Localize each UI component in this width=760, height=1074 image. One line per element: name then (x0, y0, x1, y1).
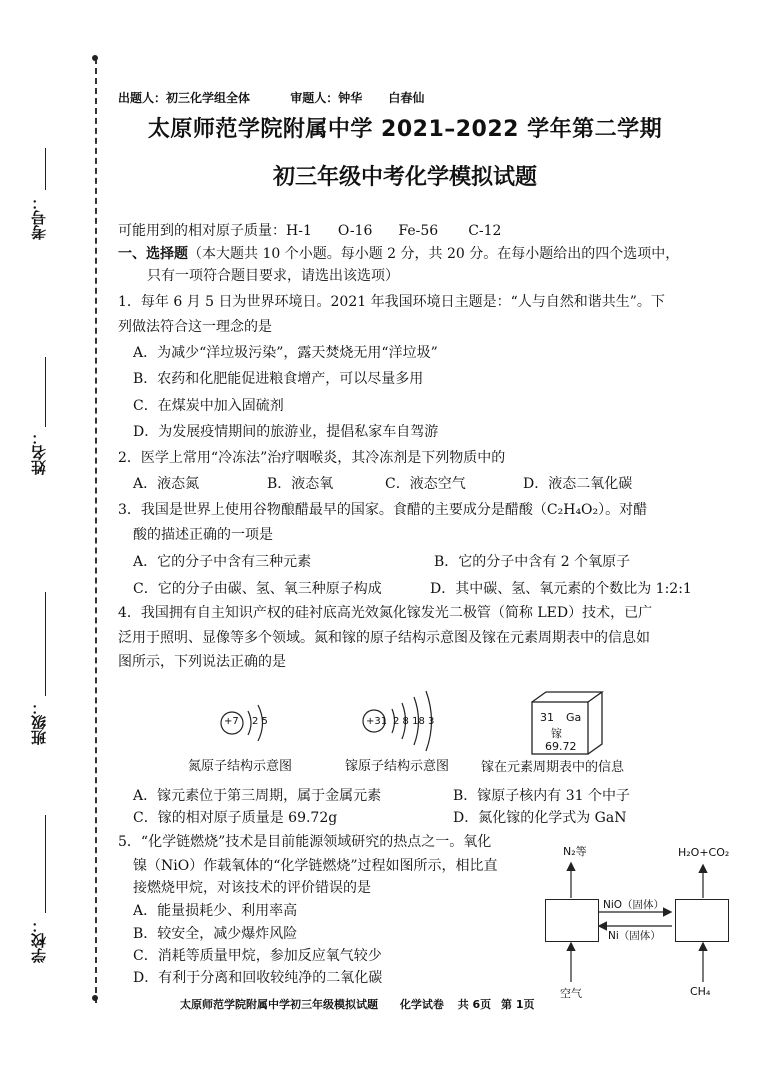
q4-option-c[interactable]: C．镓的相对原子质量是 69.72g (133, 810, 338, 826)
caption-gallium: 镓原子结构示意图 (345, 759, 450, 774)
n-shells: 2 5 (252, 716, 268, 727)
fuel-output: H₂O+CO₂ (678, 846, 730, 859)
section1-desc-1: （本大题共 10 个小题。每小题 2 分，共 20 分。在每小题给出的四个选项中， (188, 246, 680, 262)
reviewer-2: 白春仙 (388, 91, 425, 105)
q5-option-d[interactable]: D．有利于分离和回收较纯净的二氧化碳 (133, 970, 383, 986)
q3-option-c[interactable]: C．它的分子由碳、氢、氧三种原子构成 (133, 581, 382, 597)
q5-stem-2: 镍（NiO）作载氧体的“化学链燃烧”过程如图所示，相比直 (133, 858, 498, 874)
air-input: 空气 (560, 987, 582, 1000)
mass-o: O-16 (337, 223, 373, 239)
section1-desc-2: 只有一项符合题目要求，请选出该选项） (147, 268, 399, 284)
title-line-2: 初三年级中考化学模拟试题 (272, 165, 537, 190)
footer-page: 第 1页 (501, 998, 535, 1011)
name-blank[interactable] (45, 357, 46, 427)
author: 出题人：初三化学组全体 (118, 91, 251, 105)
cell-number: 31 (540, 711, 554, 724)
title-line-1: 太原师范学院附属中学 2021–2022 学年第二学期 (147, 117, 663, 142)
binding-dashed-line (95, 58, 97, 1003)
q3-option-d[interactable]: D．其中碳、氢、氧元素的个数比为 1:2:1 (430, 581, 692, 597)
q1-option-b[interactable]: B．农药和化肥能促进粮食增产，可以尽量多用 (133, 371, 424, 387)
footer-school: 太原师范学院附属中学初三年级模拟试题 (180, 998, 378, 1011)
ga-shells: 2 8 18 3 (393, 716, 435, 727)
cell-name: 镓 (551, 727, 562, 740)
mass-c: C-12 (468, 223, 502, 239)
section1-heading: 一、选择题 (118, 246, 188, 262)
binding-dot-bottom (92, 995, 98, 1001)
caption-nitrogen: 氮原子结构示意图 (188, 759, 293, 774)
q3-stem-1: 3．我国是世界上使用谷物酿醋最早的国家。食醋的主要成分是醋酸（C₂H₄O₂）。对醋 (118, 502, 648, 518)
reviewer: 审题人：钟华 (290, 91, 363, 105)
section1-line-1 (118, 244, 679, 264)
mass-fe: Fe-56 (398, 223, 439, 239)
fuel-reactor-box (675, 899, 729, 942)
q5-stem-3: 接燃烧甲烷，对该技术的评价错误的是 (133, 880, 371, 896)
atomic-mass-line (118, 221, 501, 241)
q2-option-d[interactable]: D．液态二氧化碳 (523, 476, 633, 492)
page-footer (180, 996, 553, 1012)
class-label: 班级： (30, 700, 48, 745)
q3-option-a[interactable]: A．它的分子中含有三种元素 (133, 554, 312, 570)
q2-stem: 2．医学上常用“冷冻法”治疗咽喉炎，其冷冻剂是下列物质中的 (118, 450, 506, 466)
q4-stem-2: 泛用于照明、显像等多个领域。氮和镓的原子结构示意图及镓在元素周期表中的信息如 (118, 630, 650, 646)
exam-no-blank[interactable] (45, 148, 46, 190)
q1-option-d[interactable]: D．为发展疫情期间的旅游业，提倡私家车自驾游 (133, 424, 439, 440)
atomic-mass-label: 可能用到的相对原子质量： (118, 223, 286, 239)
q4-stem-3: 图所示，下列说法正确的是 (118, 654, 286, 670)
footer-subject: 化学试卷 (399, 998, 444, 1011)
q5-stem-1: 5．“化学链燃烧”技术是目前能源领域研究的热点之一。氧化 (118, 834, 492, 850)
header-authors (118, 89, 460, 106)
binding-dot-top (92, 55, 98, 61)
q5-option-a[interactable]: A．能量损耗少、利用率高 (133, 903, 298, 919)
cell-mass: 69.72 (545, 740, 577, 753)
cell-symbol: Ga (566, 711, 582, 724)
q1-option-c[interactable]: C．在煤炭中加入固硫剂 (133, 398, 284, 414)
air-output: N₂等 (563, 845, 587, 858)
methane-input: CH₄ (690, 985, 711, 998)
q2-option-c[interactable]: C．液态空气 (385, 476, 466, 492)
q3-stem-2: 酸的描述正确的一项是 (133, 527, 273, 543)
q5-option-c[interactable]: C．消耗等质量甲烷，参加反应氧气较少 (133, 948, 382, 964)
school-label: 学校： (30, 918, 48, 963)
q4-option-b[interactable]: B．镓原子核内有 31 个中子 (453, 788, 631, 804)
q4-option-a[interactable]: A．镓元素位于第三周期，属于金属元素 (133, 788, 382, 804)
exam-no-label: 考号： (30, 195, 48, 240)
ga-nucleus: +31 (366, 716, 388, 727)
nio-label: NiO（固体） (603, 899, 665, 911)
q1-stem-2: 列做法符合这一理念的是 (118, 319, 272, 335)
ni-label: Ni（固体） (608, 930, 661, 942)
q2-option-b[interactable]: B．液态氧 (267, 476, 334, 492)
q3-option-b[interactable]: B．它的分子中含有 2 个氧原子 (434, 554, 631, 570)
class-blank[interactable] (45, 592, 46, 696)
name-label: 姓名： (30, 430, 48, 475)
q2-option-a[interactable]: A．液态氮 (133, 476, 200, 492)
n-nucleus: +7 (224, 716, 239, 727)
air-reactor-box (545, 899, 599, 942)
footer-total: 共 6页 (457, 998, 492, 1011)
caption-cell: 镓在元素周期表中的信息 (481, 760, 625, 775)
q1-option-a[interactable]: A．为减少“洋垃圾污染”，露天焚烧无用“洋垃圾” (133, 345, 438, 361)
q4-stem-1: 4．我国拥有自主知识产权的硅衬底高光效氮化镓发光二极管（简称 LED）技术，已广 (118, 605, 653, 621)
mass-h: H-1 (286, 223, 312, 239)
q1-stem-1: 1．每年 6 月 5 日为世界环境日。2021 年我国环境日主题是：“人与自然和谐共生”。下 (118, 294, 665, 310)
q5-option-b[interactable]: B．较安全，减少爆炸风险 (133, 926, 298, 942)
q4-option-d[interactable]: D．氮化镓的化学式为 GaN (453, 810, 627, 826)
school-blank[interactable] (45, 815, 46, 913)
